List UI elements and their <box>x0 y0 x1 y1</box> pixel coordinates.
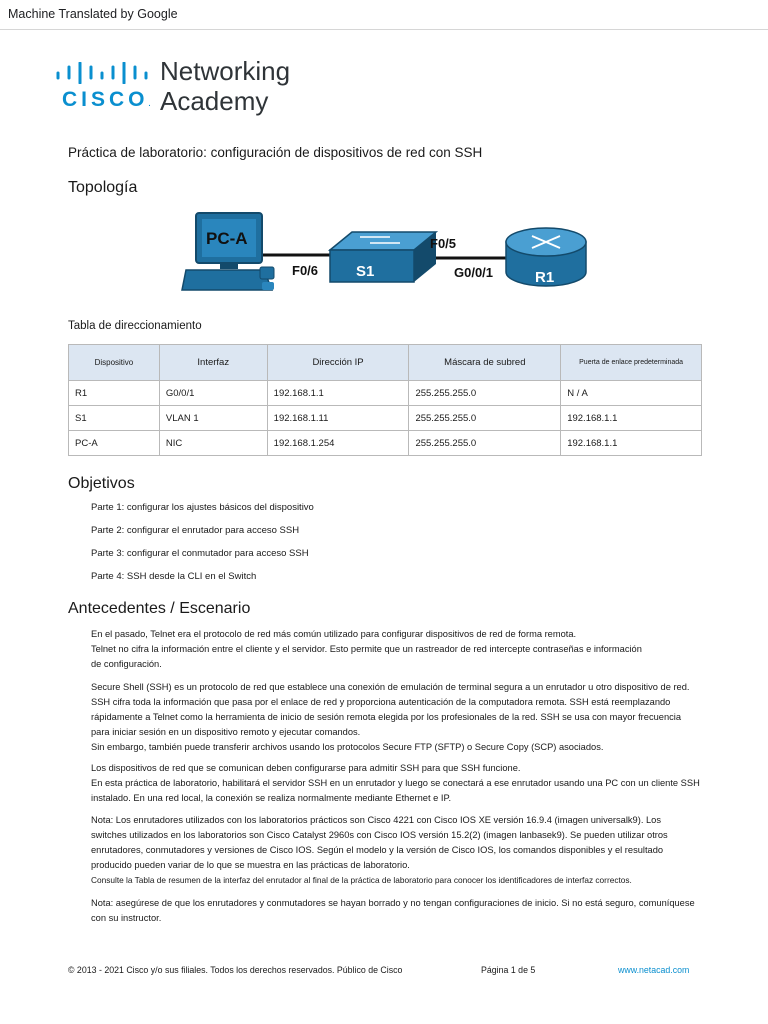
table-cell: NIC <box>159 431 267 456</box>
header-mask: Máscara de subred <box>409 345 561 381</box>
topology-diagram <box>180 210 590 300</box>
header-ip: Dirección IP <box>267 345 409 381</box>
table-row <box>69 381 702 406</box>
table-cell: 255.255.255.0 <box>409 406 561 431</box>
logo-line-networking: Networking <box>160 56 291 86</box>
table-row <box>69 406 702 431</box>
pc-port-label: F0/6 <box>292 263 319 278</box>
text-line: Telnet no cifra la información entre el cliente y el servidor. Esto permite que un rastreador de red intercepte contraseñas e información <box>91 644 642 654</box>
table-cell: 192.168.1.1 <box>561 406 702 431</box>
table-cell: S1 <box>69 406 160 431</box>
router-label: R1 <box>535 269 555 286</box>
text-line: para iniciar sesión en un dispositivo remoto y ejecutar comandos. <box>91 727 361 737</box>
text-line: SSH cifra toda la información que pasa por el enlace de red y proporciona autenticación de la computadora remota. SSH está reemplazando <box>91 697 671 707</box>
footer-page-number: Página 1 de 5 <box>481 965 536 975</box>
switch-icon <box>330 232 436 282</box>
banner-text: Machine Translated by Google <box>8 7 178 21</box>
text-line: instalado. En una red local, la conexión se realiza normalmente mediante Ethernet e IP. <box>91 793 452 803</box>
objective-item: Parte 2: configurar el enrutador para acceso SSH <box>91 525 300 536</box>
background-note-versions <box>91 813 711 888</box>
addressing-table <box>68 344 702 456</box>
table-cell: G0/0/1 <box>159 381 267 406</box>
text-line: Nota: asegúrese de que los enrutadores y conmutadores se hayan borrado y no tengan configuraciones de inicio. Si no está seguro, comuníquese <box>91 898 695 908</box>
table-cell: 192.168.1.11 <box>267 406 409 431</box>
cisco-networking-academy-logo <box>52 58 312 120</box>
header-device: Dispositivo <box>69 345 160 381</box>
table-cell: PC-A <box>69 431 160 456</box>
table-header-row <box>69 345 702 381</box>
text-line: enrutadores, conmutadores y versiones de Cisco IOS. Según el modelo y la versión de Cisco IOS, los comandos disponibles y el resultado <box>91 845 664 855</box>
text-line: Nota: Los enrutadores utilizados con los laboratorios prácticos son Cisco 4221 con Cisco IOS XE versión 16.9.4 (imagen universalk9). Los <box>91 815 661 825</box>
addressing-table-caption: Tabla de direccionamiento <box>68 320 202 332</box>
text-line: switches utilizados en los laboratorios son Cisco Catalyst 2960s con Cisco IOS versión 15.2(2) (imagen lanbasek9). Se pueden utilizar otros <box>91 830 668 840</box>
table-cell: 255.255.255.0 <box>409 381 561 406</box>
background-paragraph-2 <box>91 680 711 755</box>
footer-link[interactable]: www.netacad.com <box>618 965 690 975</box>
pc-icon <box>182 213 274 290</box>
topology-heading: Topología <box>68 179 138 196</box>
text-line: Sin embargo, también puede transferir archivos usando los protocolos Secure FTP (SFTP) o Secure Copy (SCP) asociados. <box>91 742 604 752</box>
document-title: Práctica de laboratorio: configuración de dispositivos de red con SSH <box>68 145 483 160</box>
table-cell: R1 <box>69 381 160 406</box>
text-line: En esta práctica de laboratorio, habilitará el servidor SSH en un enrutador y luego se conectará a ese enrutador usando una PC con un cliente SSH <box>91 778 700 788</box>
table-cell: 192.168.1.1 <box>267 381 409 406</box>
switch-label: S1 <box>356 263 375 280</box>
header-interface: Interfaz <box>159 345 267 381</box>
header-gateway: Puerta de enlace predeterminada <box>561 345 702 381</box>
objective-item: Parte 1: configurar los ajustes básicos del dispositivo <box>91 502 314 513</box>
footer-copyright: © 2013 - 2021 Cisco y/o sus filiales. Todos los derechos reservados. Público de Cisco <box>68 965 403 975</box>
text-line: producido pueden variar de lo que se muestra en las prácticas de laboratorio. <box>91 860 410 870</box>
objectives-heading: Objetivos <box>68 475 135 492</box>
background-note-erase <box>91 896 711 926</box>
background-paragraph-1 <box>91 627 711 672</box>
translation-banner <box>0 0 768 30</box>
background-paragraph-3 <box>91 761 711 806</box>
text-line: Consulte la Tabla de resumen de la interfaz del enrutador al final de la práctica de laboratorio para conocer los identificadores de interfaz correctos. <box>91 875 632 885</box>
objectives-list <box>91 502 314 594</box>
table-row <box>69 431 702 456</box>
cisco-bars-icon <box>55 62 150 84</box>
table-cell: 192.168.1.1 <box>561 431 702 456</box>
text-line: En el pasado, Telnet era el protocolo de red más común utilizado para configurar dispositivos de red de forma remota. <box>91 629 577 639</box>
table-cell: N / A <box>561 381 702 406</box>
text-line: Secure Shell (SSH) es un protocolo de red que establece una conexión de emulación de terminal segura a un enrutador u otro dispositivo de red. <box>91 682 690 692</box>
text-line: con su instructor. <box>91 913 162 923</box>
router-port-label: G0/0/1 <box>454 265 494 280</box>
objective-item: Parte 4: SSH desde la CLI en el Switch <box>91 571 257 582</box>
switch-port-label: F0/5 <box>430 236 457 251</box>
text-line: rápidamente a Telnet como la herramienta de inicio de sesión remota elegida por los profesionales de la red. SSH se usa con mayor frecuencia <box>91 712 681 722</box>
pc-label: PC-A <box>206 229 248 248</box>
table-cell: VLAN 1 <box>159 406 267 431</box>
text-line: de configuración. <box>91 659 162 669</box>
logo-line-academy: Academy <box>160 86 269 116</box>
cisco-wordmark: CISCO. <box>62 88 151 111</box>
text-line: Los dispositivos de red que se comunican deben configurarse para admitir SSH para que SSH funcione. <box>91 763 521 773</box>
objective-item: Parte 3: configurar el conmutador para acceso SSH <box>91 548 309 559</box>
table-cell: 192.168.1.254 <box>267 431 409 456</box>
table-cell: 255.255.255.0 <box>409 431 561 456</box>
background-heading: Antecedentes / Escenario <box>68 600 251 617</box>
